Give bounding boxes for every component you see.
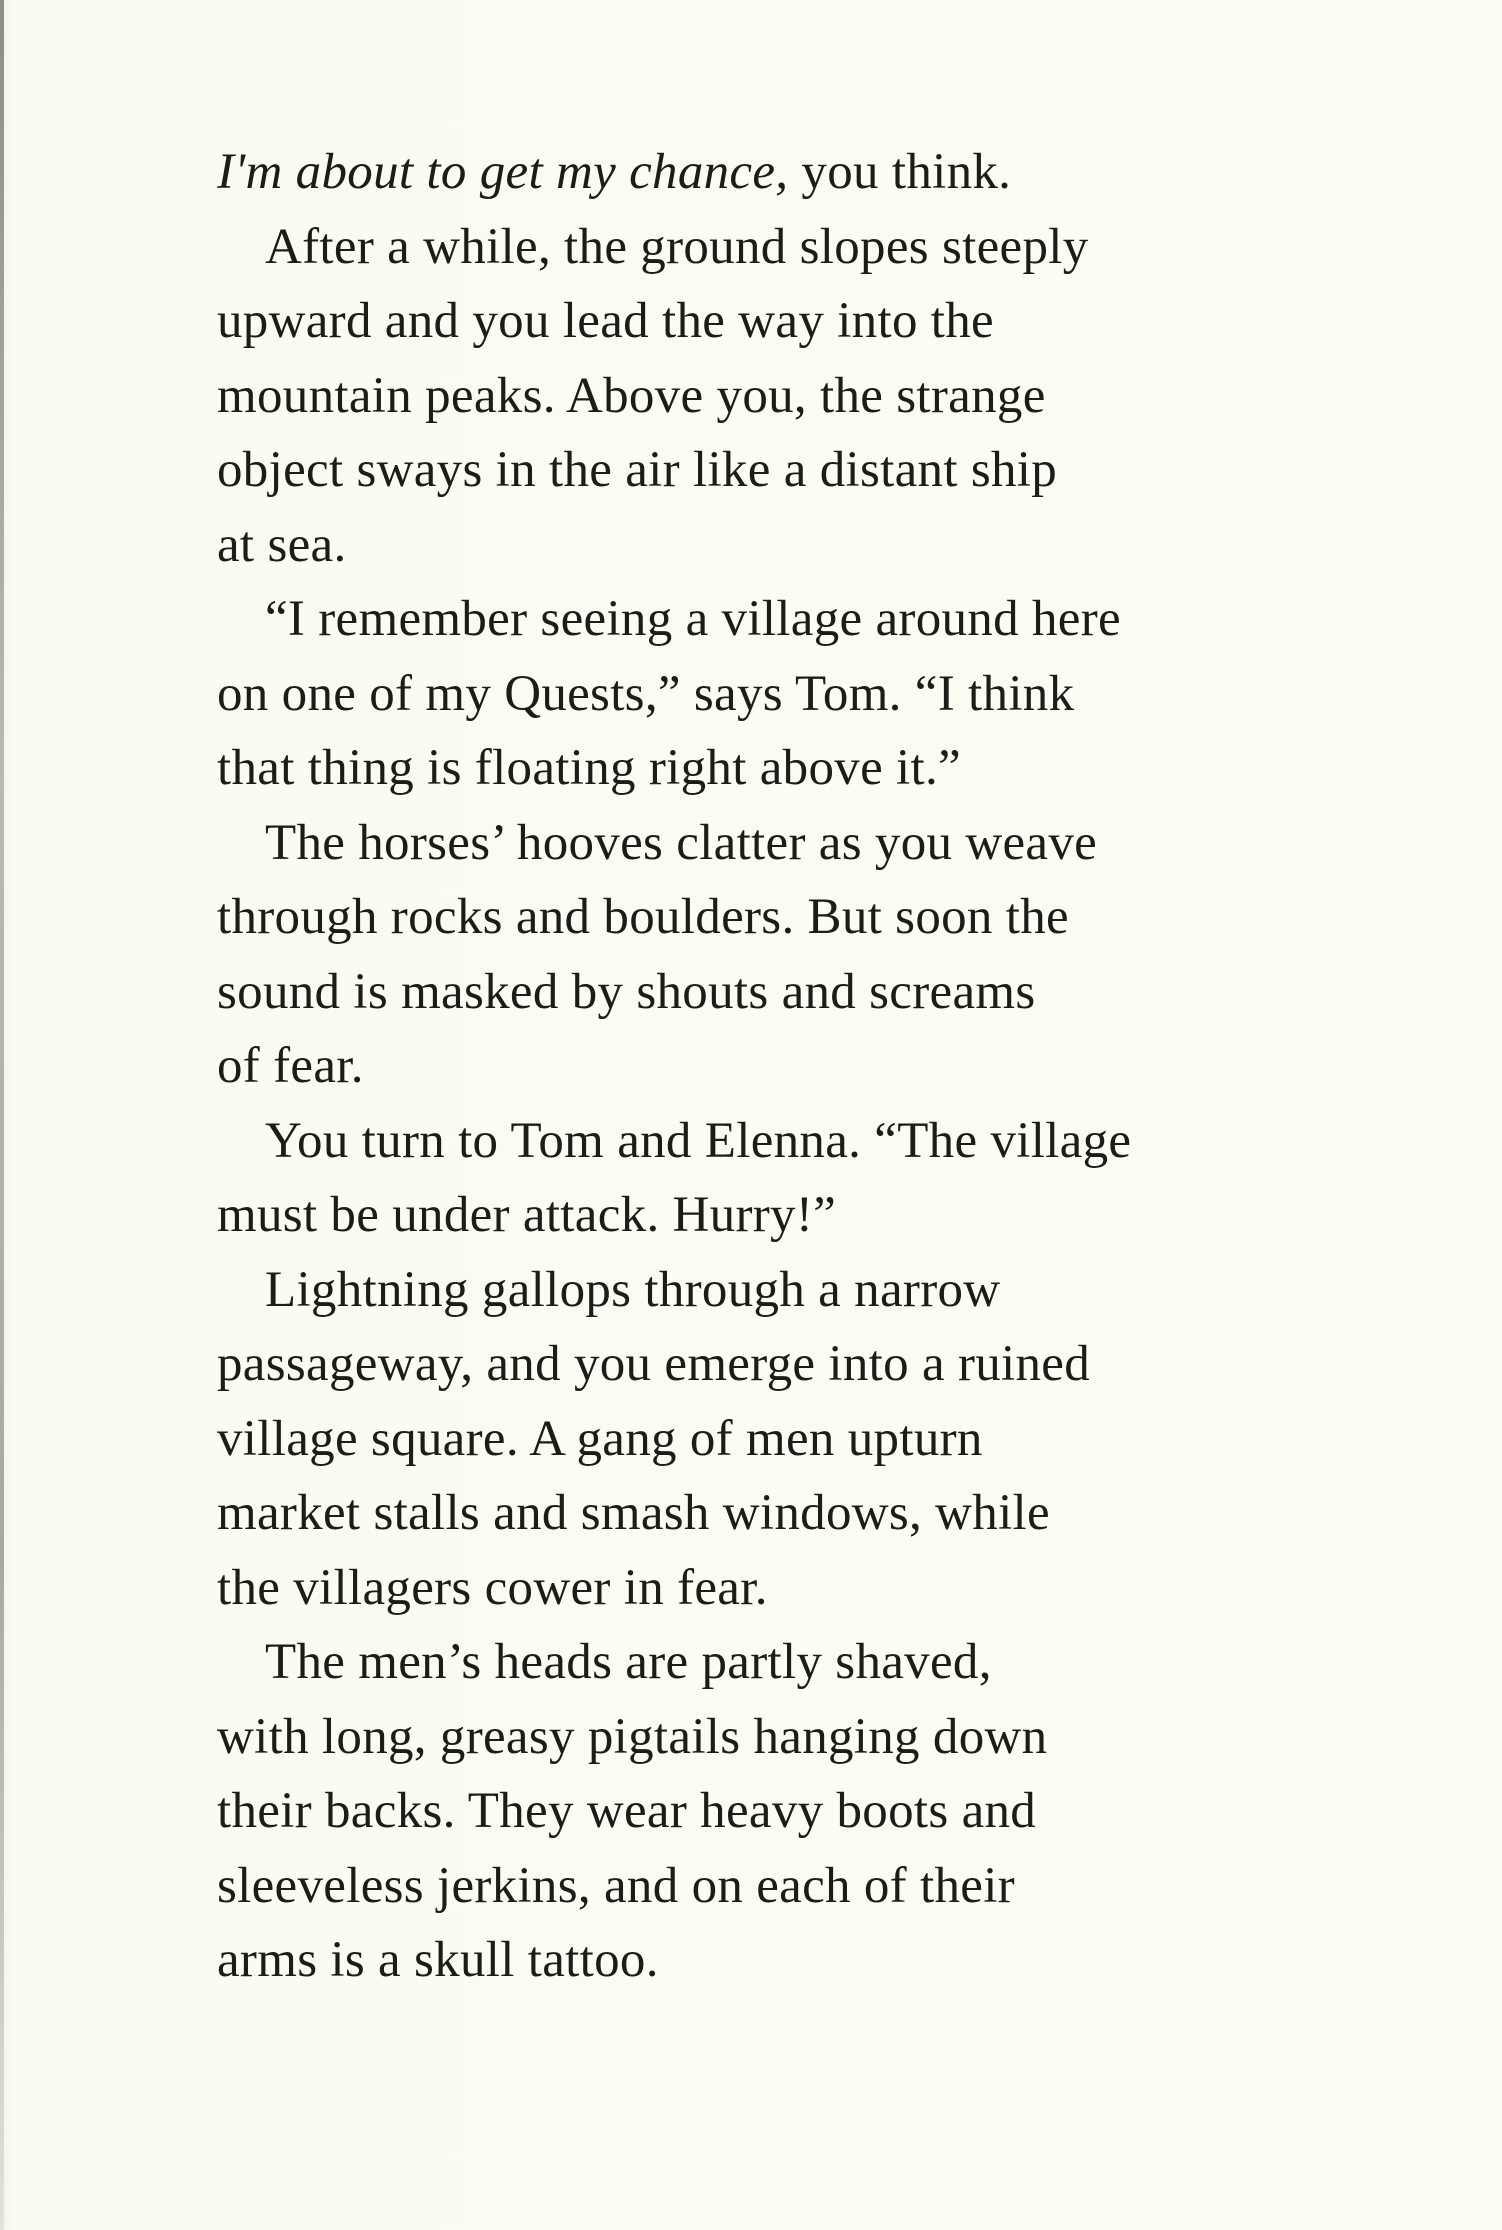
body-text [217,135,1337,1998]
text-line [217,135,1337,210]
text-line: mountain peaks. Above you, the strange [217,367,1046,424]
paragraph-start-line: The men’s heads are partly shaved, [265,1634,992,1690]
italic-thought: I'm about to get my chance, [217,144,789,200]
text-line: of fear. [217,1038,364,1094]
paragraph-start-line: After a while, the ground slopes steeply [265,218,1089,275]
text-line: that thing is floating right above it.” [217,740,961,796]
text-line: passageway, and you emerge into a ruined [217,1336,1091,1392]
paragraph-start-line: Lightning gallops through a narrow [265,1261,1001,1318]
text-line: through rocks and boulders. But soon the [217,889,1069,945]
text-line: arms is a skull tattoo. [217,1932,659,1988]
text-line: must be under attack. Hurry!” [217,1187,837,1243]
text-line: with long, greasy pigtails hanging down [217,1708,1048,1765]
text-line: object sways in the air like a distant ship [217,442,1058,498]
paragraph-start-line: The horses’ hooves clatter as you weave [265,814,1098,871]
paragraph-start-line: You turn to Tom and Elenna. “The village [265,1112,1132,1169]
text-line: village square. A gang of men upturn [217,1410,983,1467]
text-line: on one of my Quests,” says Tom. “I think [217,665,1075,722]
paragraph-start-line: “I remember seeing a village around here [265,591,1121,647]
text-line: upward and you lead the way into the [217,293,994,349]
text-line: at sea. [217,516,347,573]
text-line-content: you think. [788,144,1012,200]
page-edge-shadow [0,0,4,2230]
text-line: sound is masked by shouts and screams [217,963,1036,1020]
text-line: market stalls and smash windows, while [217,1485,1050,1541]
text-line: the villagers cower in fear. [217,1559,768,1616]
text-line: sleeveless jerkins, and on each of their [217,1857,1015,1914]
text-line: their backs. They wear heavy boots and [217,1783,1037,1839]
